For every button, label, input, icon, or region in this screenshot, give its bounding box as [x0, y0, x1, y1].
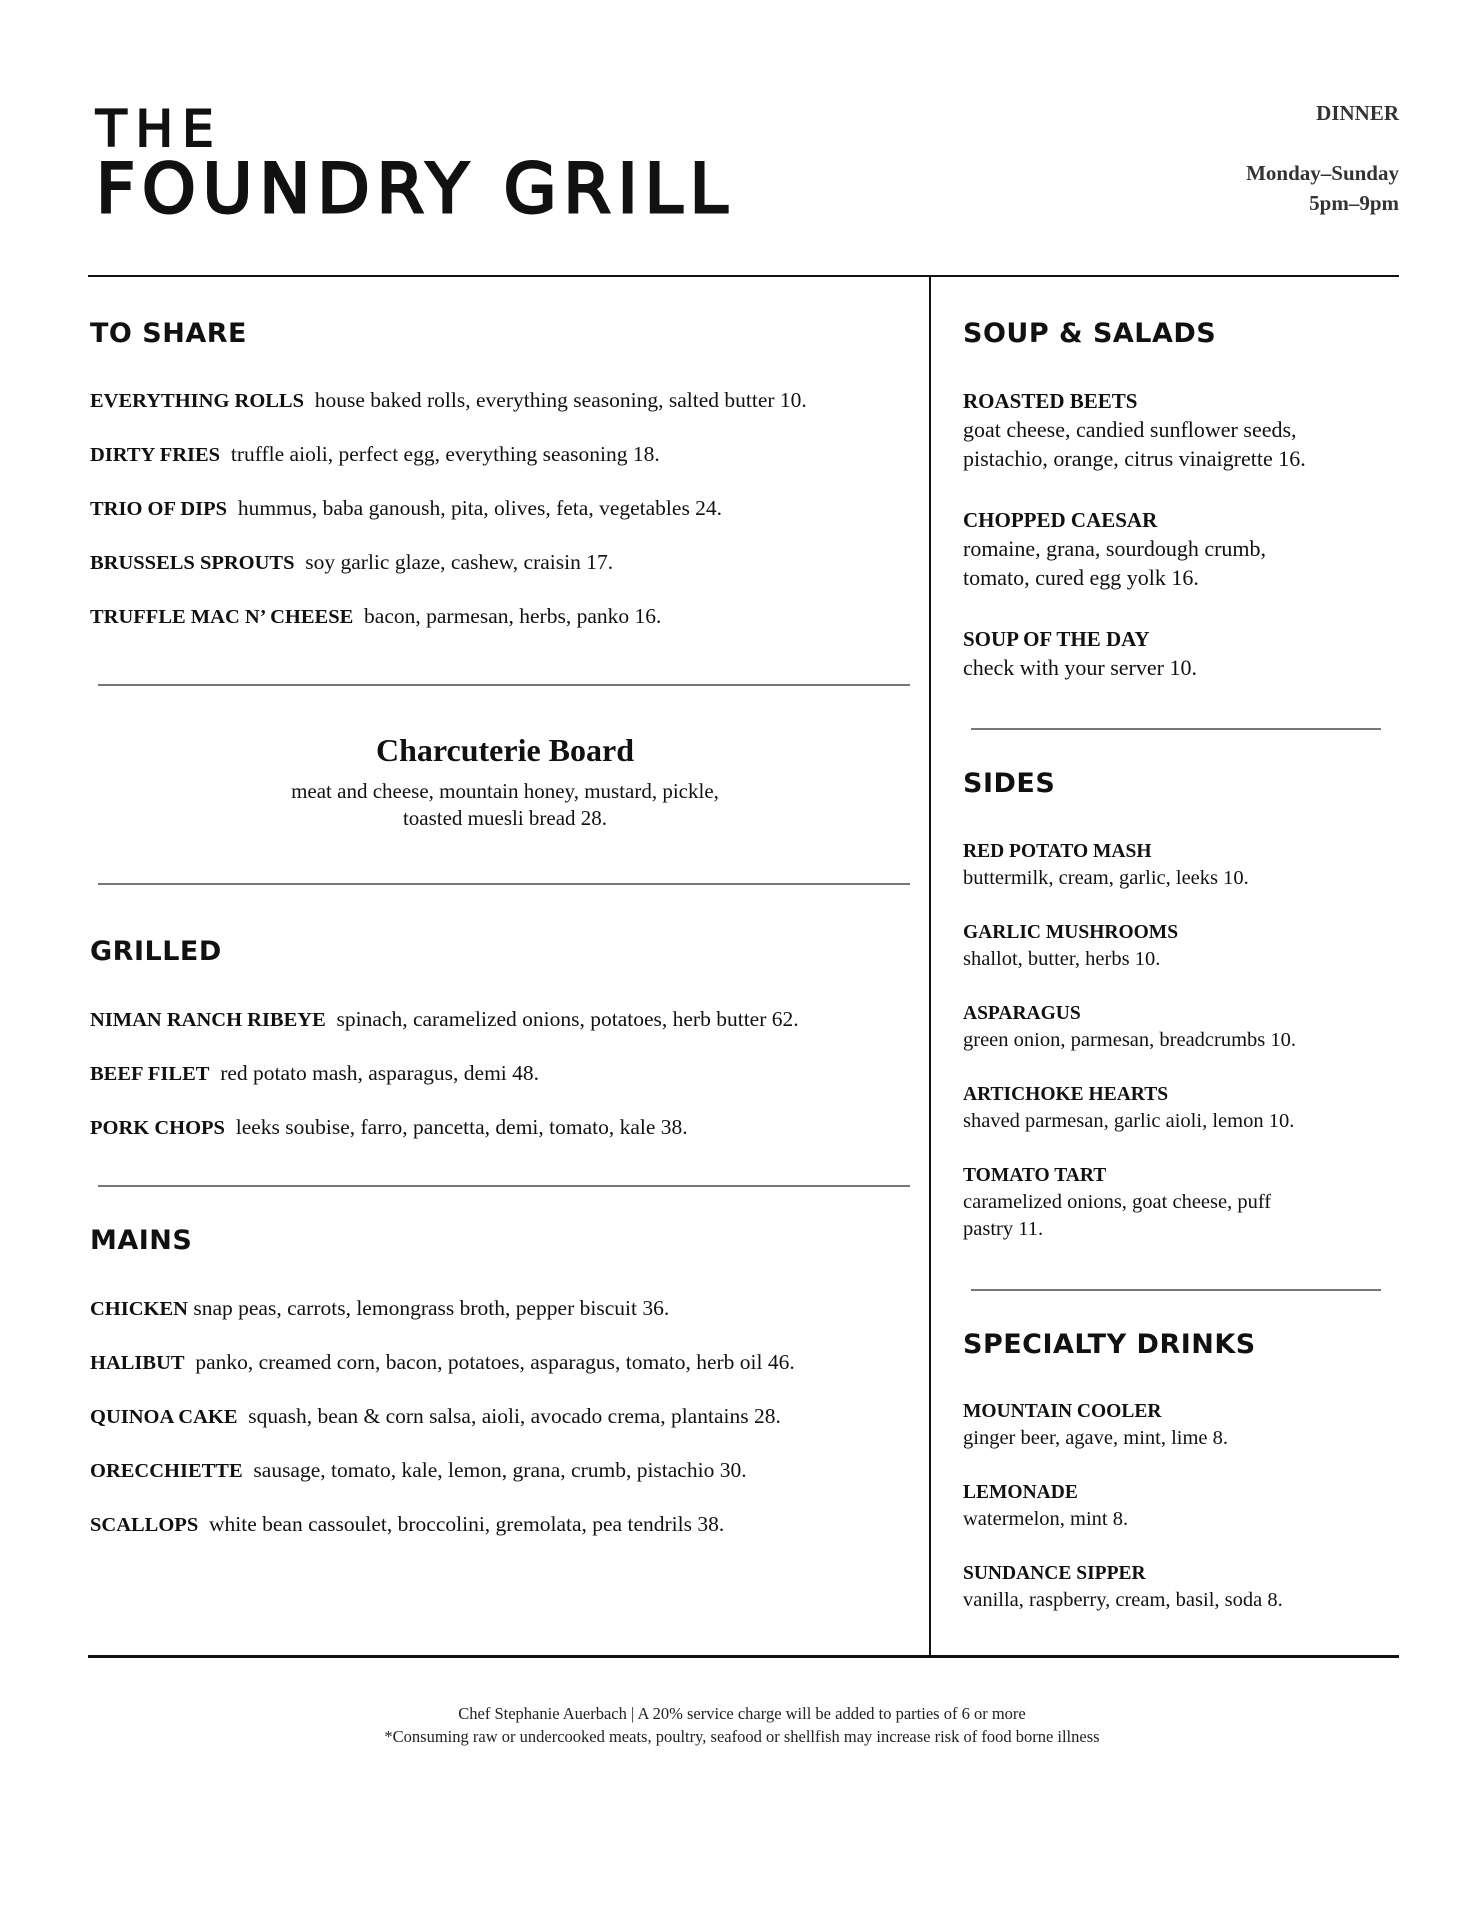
charcuterie-line: toasted muesli bread 28. — [402, 806, 608, 830]
item-name: HALIBUT — [90, 1352, 185, 1374]
section-title-sides: SIDES — [963, 768, 1056, 799]
menu-item — [90, 1458, 747, 1484]
menu-item — [963, 388, 1403, 473]
item-name: CHOPPED CAESAR — [963, 508, 1158, 532]
item-name: EVERYTHING ROLLS — [90, 390, 305, 412]
footer — [0, 1702, 1484, 1748]
item-desc: house baked rolls, everything seasoning, salted butter 10. — [314, 388, 807, 412]
item-desc: watermelon, mint 8. — [963, 1508, 1129, 1530]
menu-item — [963, 1560, 1403, 1614]
item-desc: ginger beer, agave, mint, lime 8. — [963, 1427, 1229, 1449]
item-desc: bacon, parmesan, herbs, panko 16. — [364, 604, 662, 628]
section-title-soup-salads: SOUP & SALADS — [963, 318, 1217, 349]
item-desc: buttermilk, cream, garlic, leeks 10. — [963, 867, 1249, 889]
menu-item — [90, 388, 807, 414]
menu-item — [963, 1398, 1403, 1452]
item-desc: vanilla, raspberry, cream, basil, soda 8. — [963, 1589, 1283, 1611]
item-desc: hummus, baba ganoush, pita, olives, feta, vegetables 24. — [237, 496, 723, 520]
logo-name: FOUNDRY GRILL — [96, 150, 735, 229]
item-desc: sausage, tomato, kale, lemon, grana, crumb, pistachio 30. — [253, 1458, 747, 1482]
bottom-rule — [88, 1655, 1399, 1658]
service-days: Monday–Sunday — [1246, 161, 1399, 185]
section-divider — [971, 728, 1381, 730]
charcuterie-title: Charcuterie Board — [375, 732, 635, 768]
item-name: ASPARAGUS — [963, 1003, 1081, 1024]
item-name: GARLIC MUSHROOMS — [963, 922, 1179, 943]
item-desc: snap peas, carrots, lemongrass broth, pepper biscuit 36. — [193, 1296, 670, 1320]
item-desc: goat cheese, candied sunflower seeds, — [963, 417, 1297, 442]
section-title-to-share: TO SHARE — [90, 318, 247, 349]
item-desc: panko, creamed corn, bacon, potatoes, asparagus, tomato, herb oil 46. — [195, 1350, 795, 1374]
section-divider — [98, 883, 910, 885]
item-desc: pastry 11. — [963, 1218, 1044, 1240]
item-name: ROASTED BEETS — [963, 389, 1138, 413]
item-desc: tomato, cured egg yolk 16. — [963, 565, 1199, 590]
footer-chef-note: Chef Stephanie Auerbach | A 20% service charge will be added to parties of 6 or more — [458, 1704, 1026, 1723]
service-time: 5pm–9pm — [1309, 191, 1399, 215]
menu-item — [90, 1296, 669, 1322]
item-name: TRIO OF DIPS — [90, 498, 228, 520]
menu-item — [90, 442, 660, 468]
item-name: SOUP OF THE DAY — [963, 627, 1150, 651]
meal-label: DINNER — [1316, 101, 1399, 125]
item-name: CHICKEN — [90, 1298, 188, 1320]
item-name: TOMATO TART — [963, 1165, 1107, 1186]
item-name: NIMAN RANCH RIBEYE — [90, 1009, 326, 1031]
charcuterie-line: meat and cheese, mountain honey, mustard, pickle, — [291, 779, 719, 803]
item-desc: white bean cassoulet, broccolini, gremolata, pea tendrils 38. — [208, 1512, 725, 1536]
item-name: PORK CHOPS — [90, 1117, 225, 1139]
item-name: LEMONADE — [963, 1482, 1078, 1503]
menu-item — [90, 1404, 781, 1430]
item-desc: green onion, parmesan, breadcrumbs 10. — [963, 1029, 1297, 1051]
item-name: MOUNTAIN COOLER — [963, 1401, 1162, 1422]
item-name: DIRTY FRIES — [90, 444, 221, 466]
section-divider — [971, 1289, 1381, 1291]
item-desc: romaine, grana, sourdough crumb, — [963, 536, 1267, 561]
menu-item — [90, 1061, 539, 1087]
restaurant-logo — [96, 100, 916, 229]
item-name: QUINOA CAKE — [90, 1406, 238, 1428]
item-desc: squash, bean & corn salsa, aioli, avocado crema, plantains 28. — [248, 1404, 781, 1428]
item-name: ARTICHOKE HEARTS — [963, 1084, 1169, 1105]
item-name: ORECCHIETTE — [90, 1460, 243, 1482]
top-rule — [88, 275, 1399, 277]
service-hours — [1246, 98, 1399, 218]
item-desc: soy garlic glaze, cashew, craisin 17. — [305, 550, 614, 574]
menu-item — [90, 604, 661, 630]
item-name: BRUSSELS SPROUTS — [90, 552, 295, 574]
item-desc: caramelized onions, goat cheese, puff — [963, 1191, 1272, 1213]
charcuterie-desc — [90, 778, 920, 832]
item-name: RED POTATO MASH — [963, 841, 1152, 862]
item-name: SCALLOPS — [90, 1514, 199, 1536]
section-divider — [98, 684, 910, 686]
item-desc: shaved parmesan, garlic aioli, lemon 10. — [963, 1110, 1295, 1132]
item-desc: pistachio, orange, citrus vinaigrette 16. — [963, 446, 1306, 471]
menu-item — [963, 838, 1403, 892]
item-name: SUNDANCE SIPPER — [963, 1563, 1146, 1584]
menu-item — [90, 1007, 799, 1033]
menu-item — [90, 1350, 795, 1376]
menu-item — [963, 626, 1403, 682]
menu-item — [90, 550, 613, 576]
logo-the: THE — [96, 100, 223, 158]
item-desc: leeks soubise, farro, pancetta, demi, tomato, kale 38. — [235, 1115, 688, 1139]
item-desc: red potato mash, asparagus, demi 48. — [220, 1061, 540, 1085]
footer-disclaimer: *Consuming raw or undercooked meats, poultry, seafood or shellfish may increase risk of food borne illness — [384, 1727, 1100, 1746]
menu-item — [963, 919, 1403, 973]
section-title-grilled: GRILLED — [90, 936, 222, 967]
menu-item — [90, 1512, 724, 1538]
item-desc: spinach, caramelized onions, potatoes, herb butter 62. — [336, 1007, 799, 1031]
menu-item — [963, 507, 1403, 592]
menu-item — [963, 1081, 1403, 1135]
menu-item — [963, 1479, 1403, 1533]
item-name: BEEF FILET — [90, 1063, 210, 1085]
item-desc: shallot, butter, herbs 10. — [963, 948, 1161, 970]
menu-item — [90, 496, 722, 522]
item-desc: truffle aioli, perfect egg, everything seasoning 18. — [230, 442, 660, 466]
item-desc: check with your server 10. — [963, 655, 1197, 680]
section-title-mains: MAINS — [90, 1225, 193, 1256]
section-divider — [98, 1185, 910, 1187]
menu-item — [963, 1162, 1403, 1243]
column-divider — [929, 276, 931, 1656]
menu-item — [90, 1115, 688, 1141]
item-name: TRUFFLE MAC N’ CHEESE — [90, 606, 354, 628]
menu-item — [963, 1000, 1403, 1054]
section-title-drinks: SPECIALTY DRINKS — [963, 1329, 1256, 1360]
